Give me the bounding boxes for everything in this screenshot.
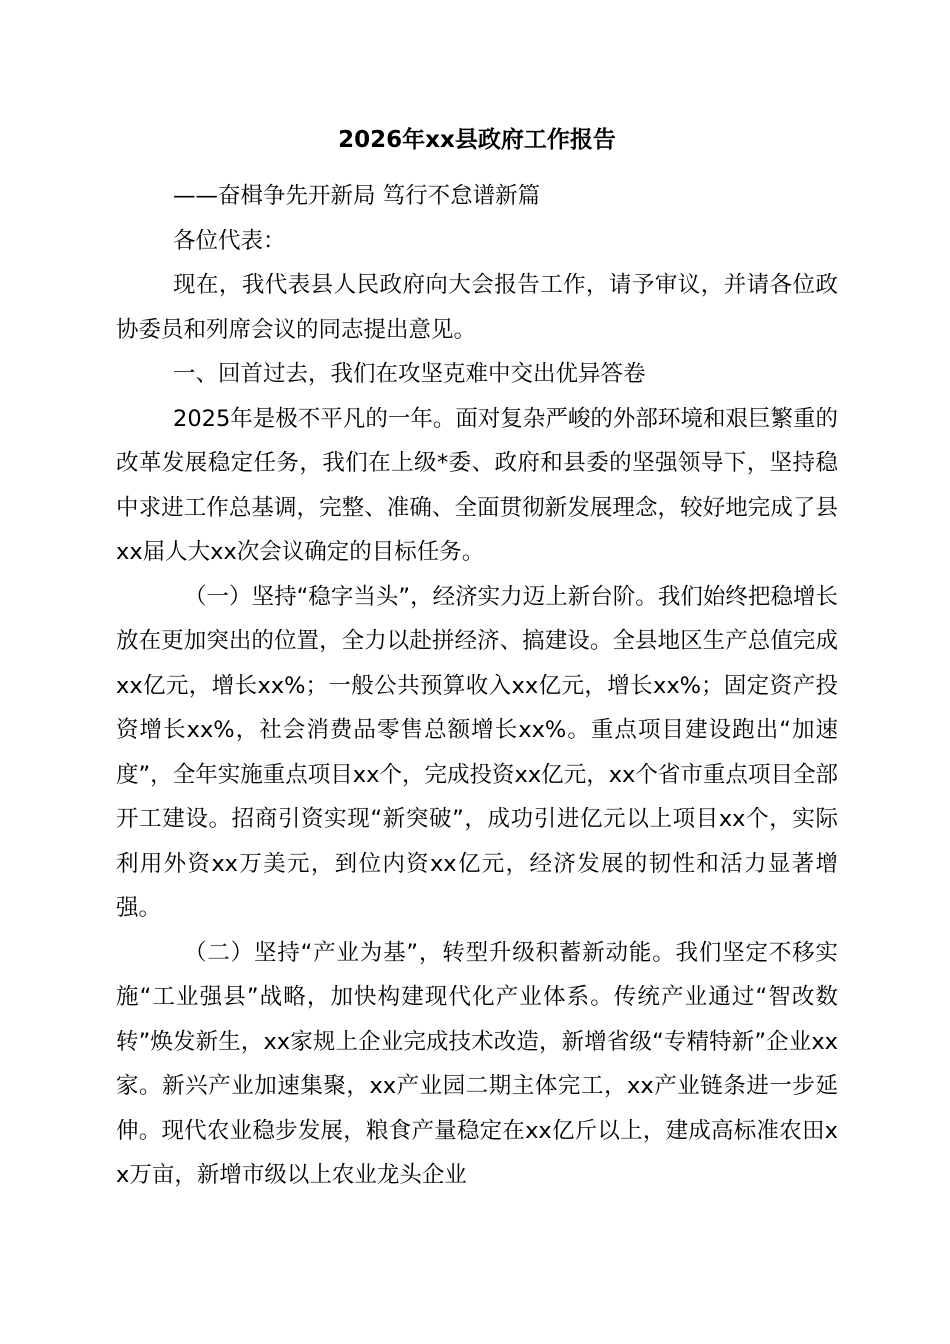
salutation: 各位代表： (173, 227, 286, 254)
item-one-paragraph: （一）坚持“稳字当头”，经济实力迈上新台阶。我们始终把稳增长放在更加突出的位置，全力以赴拼经济、搞建设。全县地区生产总值完成xx亿元，增长xx%；一般公共预算收入xx亿元，增长xx%；固定资产投资增长xx%，社会消费品零售总额增长xx%。重点项目建设跑出“加速度”，全年实施重点项目xx个，完成投资xx亿元，xx个省市重点项目全部开工建设。招商引资实现“新突破”，成功引进亿元以上项目xx个，实际利用外资xx万美元，到位内资xx亿元，经济发展的韧性和活力显著增强。 (116, 583, 838, 921)
intro-paragraph: 现在，我代表县人民政府向大会报告工作，请予审议，并请各位政协委员和列席会议的同志提出意见。 (116, 272, 838, 343)
overview-paragraph: 2025年是极不平凡的一年。面对复杂严峻的外部环境和艰巨繁重的改革发展稳定任务，我们在上级*委、政府和县委的坚强领导下，坚持稳中求进工作总基调，完整、准确、全面贯彻新发展理念，较好地完成了县xx届人大xx次会议确定的目标任务。 (116, 405, 838, 565)
report-page (116, 120, 838, 1198)
report-subtitle: ——奋楫争先开新局 笃行不怠谱新篇 (173, 183, 541, 209)
section-heading: 一、回首过去，我们在攻坚克难中交出优异答卷 (173, 361, 646, 387)
report-title: 2026年xx县政府工作报告 (338, 127, 616, 153)
item-two-paragraph: （二）坚持“产业为基”，转型升级积蓄新动能。我们坚定不移实施“工业强县”战略，加快构建现代化产业体系。传统产业通过“智改数转”焕发新生，xx家规上企业完成技术改造，新增省级“专精特新”企业xx家。新兴产业加速集聚，xx产业园二期主体完工，xx产业链条进一步延伸。现代农业稳步发展，粮食产量稳定在xx亿斤以上，建成高标准农田xx万亩，新增市级以上农业龙头企业 (116, 939, 838, 1188)
